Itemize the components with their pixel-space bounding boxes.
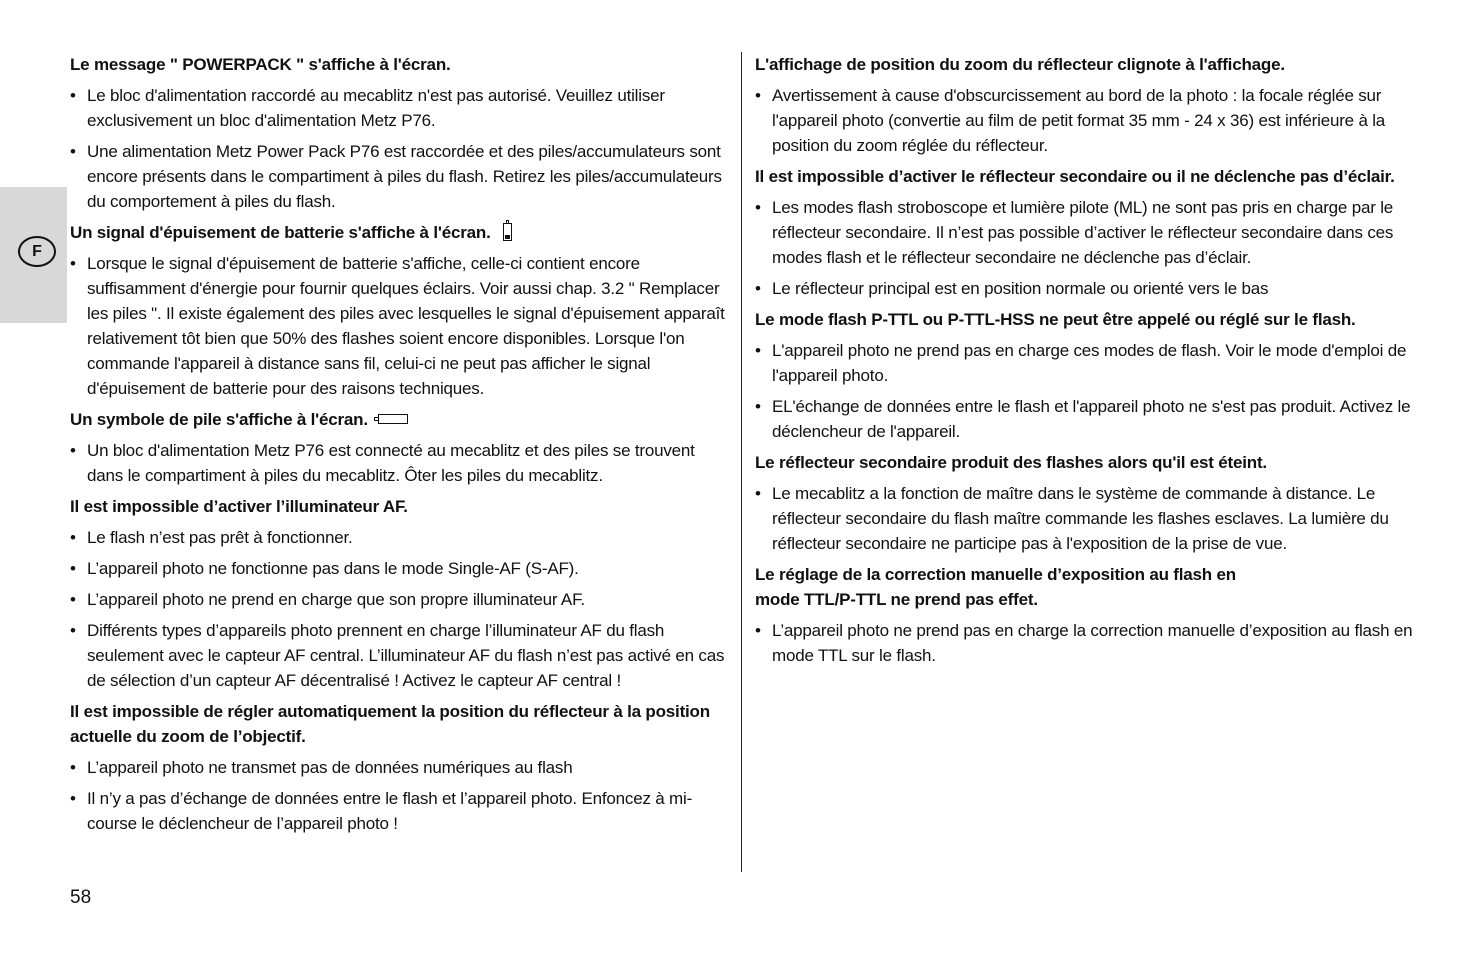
list-item: • Il n’y a pas d’échange de données entre le flash et l’appareil photo. Enfoncez à mi-course le déclencheur de l’appareil photo ! [70, 786, 730, 836]
battery-low-icon [503, 223, 512, 241]
list-item: • Les modes flash stroboscope et lumière pilote (ML) ne sont pas pris en charge par le réflecteur secondaire. Il n’est pas possible d’activer le réflecteur secondaire dans ces modes flash et le réflecteur secondaire ne déclenche pas d’éclair. [755, 195, 1420, 270]
section-heading: Le réglage de la correction manuelle d’exposition au flash en mode TTL/P-TTL ne prend pas effet. [755, 565, 1236, 609]
list-item: • Le bloc d'alimentation raccordé au mecablitz n'est pas autorisé. Veuillez utiliser exclusivement un bloc d'alimentation Metz P76. [70, 83, 730, 133]
list-item: • L’appareil photo ne prend en charge que son propre illuminateur AF. [70, 587, 730, 612]
page-number: 58 [70, 887, 92, 908]
list-item: • Le réflecteur principal est en position normale ou orienté vers le bas [755, 276, 1420, 301]
list-item: • EL'échange de données entre le flash et l'appareil photo ne s'est pas produit. Activez le déclencheur de l'appareil. [755, 394, 1420, 444]
right-column [755, 52, 1420, 674]
list-item: • Un bloc d'alimentation Metz P76 est connecté au mecablitz et des piles se trouvent dans le compartiment à piles du mecablitz. Ôter les piles du mecablitz. [70, 438, 730, 488]
section-heading: Un symbole de pile s'affiche à l'écran. [70, 407, 730, 432]
list-item: • L’appareil photo ne prend pas en charge la correction manuelle d’exposition au flash en mode TTL sur le flash. [755, 618, 1420, 668]
section-heading: Il est impossible d’activer l’illuminateur AF. [70, 497, 408, 516]
column-divider [741, 52, 742, 872]
battery-symbol-icon [378, 414, 408, 424]
list-item: • L'appareil photo ne prend pas en charge ces modes de flash. Voir le mode d'emploi de l'appareil photo. [755, 338, 1420, 388]
language-tab-label: F [18, 236, 56, 267]
list-item: • Différents types d’appareils photo prennent en charge l’illuminateur AF du flash seulement avec le capteur AF central. L’illuminateur AF du flash n’est pas activé en cas de sélection d’un capteur AF décentralisé ! Activez le capteur AF central ! [70, 618, 730, 693]
section-heading: Le mode flash P-TTL ou P-TTL-HSS ne peut être appelé ou réglé sur le flash. [755, 310, 1356, 329]
section-heading: Il est impossible de régler automatiquement la position du réflecteur à la position actuelle du zoom de l’objectif. [70, 702, 710, 746]
left-column [70, 52, 730, 842]
section-heading: Un signal d'épuisement de batterie s'affiche à l'écran. [70, 220, 730, 245]
section-heading: Le message " POWERPACK " s'affiche à l'écran. [70, 55, 451, 74]
list-item: • L’appareil photo ne transmet pas de données numériques au flash [70, 755, 730, 780]
list-item: • Avertissement à cause d'obscurcissement au bord de la photo : la focale réglée sur l'appareil photo (convertie au film de petit format 35 mm - 24 x 36) est inférieure à la position du zoom réglée du réflecteur. [755, 83, 1420, 158]
list-item: • Une alimentation Metz Power Pack P76 est raccordée et des piles/accumulateurs sont encore présents dans le compartiment à piles du flash. Retirez les piles/accumulateurs du comportement à piles du flash. [70, 139, 730, 214]
section-heading: Le réflecteur secondaire produit des flashes alors qu'il est éteint. [755, 453, 1267, 472]
list-item: • Le flash n’est pas prêt à fonctionner. [70, 525, 730, 550]
list-item: • L’appareil photo ne fonctionne pas dans le mode Single-AF (S-AF). [70, 556, 730, 581]
list-item: • Lorsque le signal d'épuisement de batterie s'affiche, celle-ci contient encore suffisamment d'énergie pour fournir quelques éclairs. Voir aussi chap. 3.2 " Remplacer les piles ". Il existe également des piles avec lesquelles le signal d'épuisement apparaît relativement tôt bien que 50% des flashes soient encore disponibles. Lorsque l'on commande l'appareil à distance sans fil, celui-ci ne peut pas afficher le signal d'épuisement de batterie pour des raisons techniques. [70, 251, 730, 401]
section-heading: L'affichage de position du zoom du réflecteur clignote à l'affichage. [755, 55, 1285, 74]
list-item: • Le mecablitz a la fonction de maître dans le système de commande à distance. Le réflecteur secondaire du flash maître commande les flashes esclaves. La lumière du réflecteur secondaire ne participe pas à l'exposition de la prise de vue. [755, 481, 1420, 556]
section-heading: Il est impossible d’activer le réflecteur secondaire ou il ne déclenche pas d’éclair. [755, 167, 1395, 186]
